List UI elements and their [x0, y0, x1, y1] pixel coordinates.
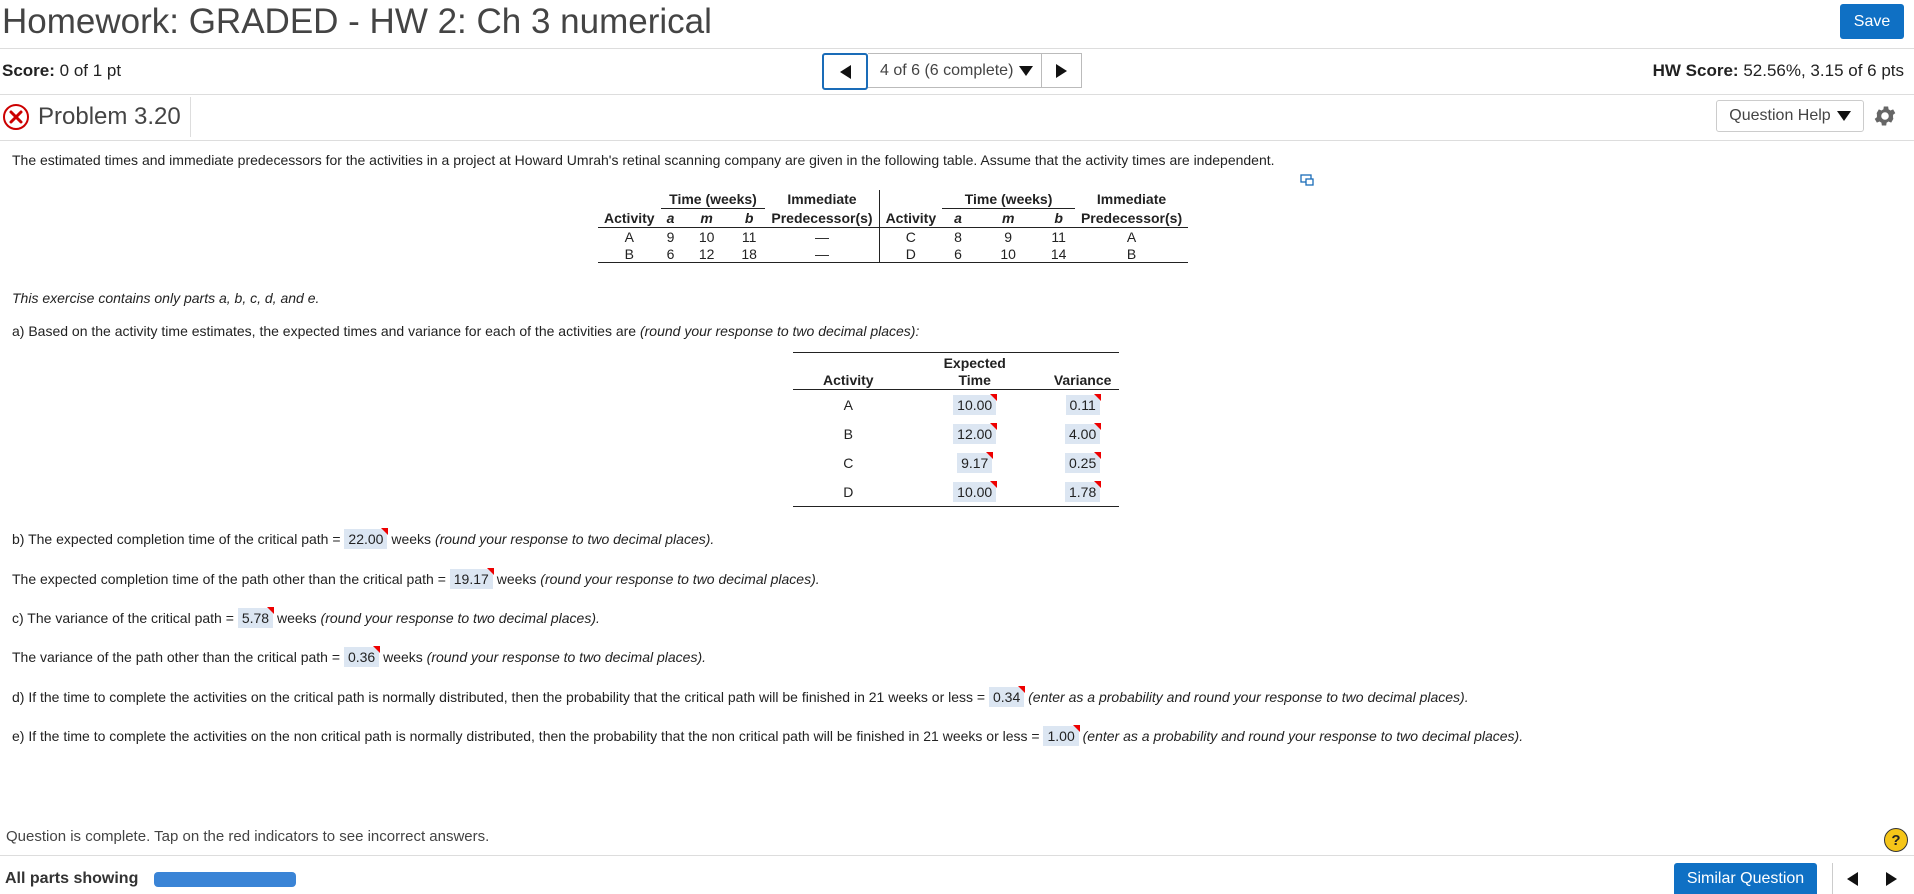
progress-bar — [154, 872, 296, 887]
next-question-button[interactable] — [1042, 53, 1082, 88]
a-cell: 6 — [661, 245, 681, 263]
hw-score-label: HW Score: — [1652, 61, 1739, 80]
gear-icon[interactable] — [1872, 103, 1898, 134]
activity-cell: C — [879, 228, 942, 246]
part-b1 — [12, 529, 714, 549]
expected-time-answer[interactable]: 10.00 — [953, 395, 996, 415]
activity-cell: A — [624, 228, 634, 245]
part-e-text: e) If the time to complete the activities on the non critical path is normally distributed, then the probability that the non critical path will be finished in 21 weeks or less = — [12, 728, 1044, 744]
time-weeks-header: Time (weeks) — [661, 190, 766, 209]
b-cell: 14 — [1042, 245, 1075, 263]
predecessor-cell: — — [814, 228, 829, 245]
problem-title: Problem 3.20 — [38, 103, 181, 130]
previous-question-button[interactable] — [822, 53, 868, 90]
score-value: 0 of 1 pt — [59, 61, 122, 80]
part-b2-hint: (round your response to two decimal places). — [540, 571, 820, 587]
hw-score — [1653, 61, 1904, 81]
part-c2-text: The variance of the path other than the critical path = — [12, 649, 344, 665]
parts-showing-label: All parts showing — [5, 870, 139, 887]
table-row — [793, 390, 1119, 420]
variance-answer[interactable]: 4.00 — [1065, 424, 1100, 444]
m-cell: 12 — [680, 245, 732, 263]
parts-note: This exercise contains only parts a, b, c, d, and e. — [12, 290, 320, 306]
help-question-icon[interactable]: ? — [1884, 828, 1908, 852]
col-b-header-2: b — [1042, 209, 1075, 228]
part-b1-unit: weeks — [387, 531, 435, 547]
variance-answer[interactable]: 1.78 — [1065, 482, 1100, 502]
part-c1-text: c) The variance of the critical path = — [12, 610, 238, 626]
footer-previous-button[interactable] — [1832, 863, 1871, 894]
part-a-hint: (round your response to two decimal places): — [639, 323, 920, 339]
footer — [0, 855, 1914, 894]
activity-header-2: Activity — [879, 209, 942, 228]
question-selector[interactable] — [868, 53, 1042, 88]
hw-score-value: 52.56%, 3.15 of 6 pts — [1743, 61, 1904, 80]
activity-header: Activity — [598, 209, 661, 228]
col-m-header-2: m — [974, 209, 1042, 228]
table-row — [793, 419, 1119, 448]
status-message: Question is complete. Tap on the red indicators to see incorrect answers. — [6, 828, 490, 845]
part-c2 — [12, 647, 706, 667]
predecessor-header-1b: Immediate — [1096, 191, 1167, 208]
critical-path-probability-answer[interactable]: 0.34 — [989, 687, 1024, 707]
part-b2-unit: weeks — [492, 571, 541, 587]
score-bar — [0, 49, 1914, 95]
b-cell: 11 — [1051, 228, 1066, 245]
table-row — [598, 245, 1188, 263]
score-label: Score: — [2, 61, 55, 80]
m-cell: 10 — [974, 245, 1042, 263]
part-b1-hint: (round your response to two decimal places). — [434, 531, 715, 547]
footer-next-button[interactable] — [1872, 863, 1910, 894]
activity-cell: B — [598, 245, 661, 263]
col-a-header: a — [661, 209, 681, 228]
question-navigator — [822, 53, 1082, 90]
part-a-question: a) Based on the activity time estimates, the expected times and variance for each of the activities are — [12, 323, 640, 339]
part-d-text: d) If the time to complete the activities on the critical path is normally distributed, then the probability that the critical path will be finished in 21 weeks or less = — [12, 689, 989, 705]
critical-path-time-answer[interactable]: 22.00 — [344, 529, 387, 549]
part-d-hint: (enter as a probability and round your response to two decimal places). — [1024, 689, 1469, 705]
col-a-header-2: a — [942, 209, 974, 228]
arrow-left-icon — [1847, 872, 1858, 886]
part-c1-hint: (round your response to two decimal places). — [320, 610, 600, 626]
expand-table-icon[interactable] — [1300, 173, 1314, 189]
expected-time-header — [904, 353, 1046, 390]
top-header — [0, 0, 1914, 49]
part-b2 — [12, 569, 820, 589]
homework-title: Homework: GRADED - HW 2: Ch 3 numerical — [2, 2, 712, 41]
predecessor-header-1: Immediate — [787, 191, 857, 208]
arrow-left-icon — [840, 65, 851, 79]
expected-header-line2: Time — [958, 372, 991, 388]
m-cell: 10 — [698, 228, 715, 245]
part-c1 — [12, 608, 600, 628]
part-d — [12, 687, 1469, 707]
arrow-right-icon — [1886, 872, 1897, 886]
other-path-time-answer[interactable]: 19.17 — [450, 569, 493, 589]
col-m-header: m — [680, 209, 732, 228]
table-row — [793, 448, 1119, 477]
part-e — [12, 726, 1523, 746]
problem-bar — [0, 95, 1914, 141]
expected-time-answer[interactable]: 9.17 — [957, 453, 992, 473]
part-a-text — [12, 323, 919, 339]
variance-answer[interactable]: 0.11 — [1066, 395, 1100, 415]
variance-header: Variance — [1046, 353, 1120, 390]
noncritical-path-probability-answer[interactable]: 1.00 — [1043, 726, 1078, 746]
predecessor-cell: — — [765, 245, 879, 263]
expected-header-line1: Expected — [943, 355, 1006, 371]
score — [2, 61, 121, 81]
variance-answer[interactable]: 0.25 — [1065, 453, 1100, 473]
table-row — [598, 228, 1188, 246]
predecessor-cell: B — [1075, 245, 1188, 263]
problem-header — [0, 97, 191, 137]
activity-cell: C — [843, 454, 854, 471]
m-cell: 9 — [1004, 228, 1013, 245]
b-cell: 18 — [733, 245, 766, 263]
activity-header: Activity — [793, 353, 904, 390]
question-help-label: Question Help — [1729, 107, 1831, 124]
activity-times-table — [598, 190, 1188, 263]
b-cell: 11 — [741, 228, 757, 245]
arrow-right-icon — [1056, 64, 1067, 78]
a-cell: 8 — [954, 228, 962, 245]
activity-cell: D — [879, 245, 942, 263]
activity-cell: A — [843, 396, 853, 413]
question-help-button[interactable] — [1716, 100, 1864, 132]
part-c1-unit: weeks — [273, 610, 321, 626]
part-b2-text: The expected completion time of the path other than the critical path = — [12, 571, 450, 587]
expected-time-answer[interactable]: 10.00 — [953, 482, 996, 502]
save-button[interactable]: Save — [1840, 4, 1904, 39]
predecessor-cell: A — [1126, 228, 1137, 245]
incorrect-x-icon — [3, 104, 29, 130]
a-cell: 6 — [942, 245, 974, 263]
time-weeks-header-2: Time (weeks) — [942, 190, 1075, 209]
chevron-down-icon — [1837, 111, 1851, 121]
activity-cell: B — [843, 425, 853, 442]
progress-fill — [154, 872, 296, 887]
part-e-hint: (enter as a probability and round your response to two decimal places). — [1078, 728, 1524, 744]
question-selector-label: 4 of 6 (6 complete) — [880, 61, 1014, 79]
predecessor-header-2b: Predecessor(s) — [1075, 209, 1188, 228]
expected-variance-table — [793, 352, 1119, 507]
chevron-down-icon — [1019, 66, 1033, 76]
part-c2-unit: weeks — [379, 649, 427, 665]
activity-cell: D — [793, 477, 904, 507]
intro-text: The estimated times and immediate predecessors for the activities in a project at Howard Umrah's retinal scanning company are given in the following table. Assume that the activity times are independent. — [12, 152, 1275, 168]
a-cell: 9 — [666, 228, 675, 245]
critical-path-variance-answer[interactable]: 5.78 — [238, 608, 273, 628]
part-c2-hint: (round your response to two decimal places). — [426, 649, 707, 665]
part-b1-text: b) The expected completion time of the critical path = — [12, 531, 345, 547]
table-row — [793, 477, 1119, 507]
predecessor-header-2: Predecessor(s) — [765, 209, 879, 228]
expected-time-answer[interactable]: 12.00 — [953, 424, 996, 444]
other-path-variance-answer[interactable]: 0.36 — [344, 647, 379, 667]
similar-question-button[interactable]: Similar Question — [1674, 863, 1817, 894]
col-b-header: b — [733, 209, 766, 228]
